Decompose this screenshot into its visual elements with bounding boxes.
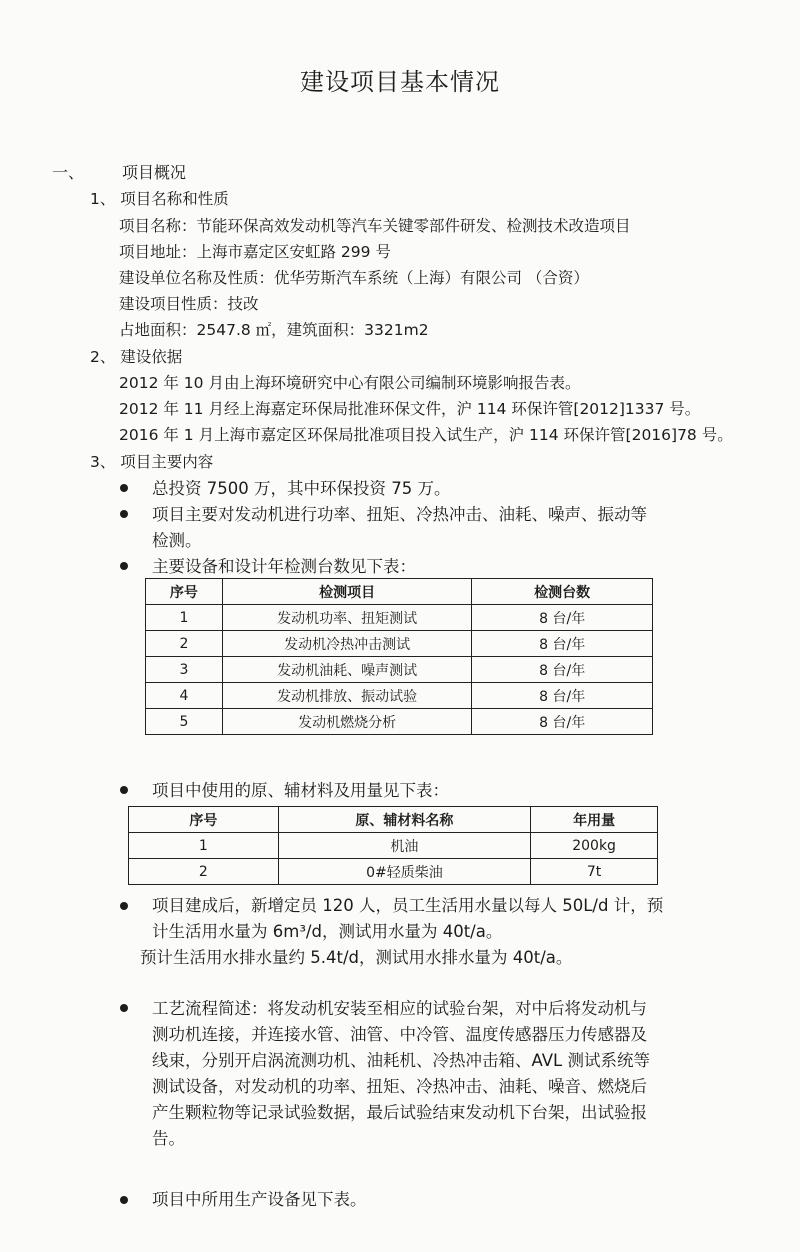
table-cell: 发动机油耗、噪声测试 (222, 657, 472, 683)
table-row (146, 605, 653, 631)
table-cell: 3 (146, 657, 223, 683)
subsection-3-heading: 3、 项目主要内容 (90, 453, 214, 471)
header-cell: 序号 (129, 807, 279, 833)
table-cell: 发动机燃烧分析 (222, 709, 472, 735)
table2-intro: 项目中使用的原、辅材料及用量见下表： (152, 781, 449, 800)
table-cell: 1 (129, 833, 279, 859)
table-cell: 机油 (278, 833, 530, 859)
table-cell: 200kg (531, 833, 658, 859)
header-cell: 检测台数 (472, 579, 653, 605)
table-cell: 1 (146, 605, 223, 631)
project-name: 项目名称：节能环保高效发动机等汽车关键零部件研发、检测技术改造项目 (119, 217, 631, 235)
materials-table (128, 806, 658, 885)
subsection-1-heading: 1、 项目名称和性质 (90, 190, 229, 208)
table-cell: 发动机功率、扭矩测试 (222, 605, 472, 631)
process-text-6: 告。 (152, 1129, 185, 1148)
table-row (129, 833, 658, 859)
table-row (146, 657, 653, 683)
header-cell: 检测项目 (222, 579, 472, 605)
bullet-icon (120, 1004, 128, 1012)
equipment-intro: 项目中所用生产设备见下表。 (152, 1190, 367, 1209)
detection-table (145, 578, 653, 735)
table-header-row (146, 579, 653, 605)
investment-text: 总投资 7500 万，其中环保投资 75 万。 (152, 479, 451, 498)
bullet-icon (120, 902, 128, 910)
table-cell: 4 (146, 683, 223, 709)
bullet-icon (120, 786, 128, 794)
basis-line-1: 2012 年 10 月由上海环境研究中心有限公司编制环境影响报告表。 (119, 374, 581, 392)
project-address: 项目地址：上海市嘉定区安虹路 299 号 (119, 243, 391, 261)
section-title: 项目概况 (122, 163, 187, 182)
bullet-icon (120, 484, 128, 492)
section-number: 一、 (52, 163, 85, 182)
table-cell: 0#轻质柴油 (278, 859, 530, 885)
table-cell: 8 台/年 (472, 709, 653, 735)
table-cell: 2 (129, 859, 279, 885)
table-cell: 5 (146, 709, 223, 735)
table1-intro: 主要设备和设计年检测台数见下表： (152, 557, 416, 576)
table-cell: 7t (531, 859, 658, 885)
page-title: 建设项目基本情况 (300, 68, 500, 96)
table-cell: 2 (146, 631, 223, 657)
basis-line-2: 2012 年 11 月经上海嘉定环保局批准环保文件，沪 114 环保许管[2012]1337 号。 (119, 400, 701, 418)
process-text-5: 产生颗粒物等记录试验数据，最后试验结束发动机下台架，出试验报 (152, 1103, 647, 1122)
table-row (146, 709, 653, 735)
subsection-2-heading: 2、 建设依据 (90, 348, 183, 366)
test-scope-text-1: 项目主要对发动机进行功率、扭矩、冷热冲击、油耗、噪声、振动等 (152, 505, 647, 524)
builder-unit: 建设单位名称及性质：优华劳斯汽车系统（上海）有限公司 （合资） (119, 269, 589, 287)
bullet-icon (120, 1196, 128, 1204)
table-row (129, 859, 658, 885)
area-info: 占地面积：2547.8 ㎡，建筑面积：3321m2 (119, 321, 429, 339)
table-cell: 8 台/年 (472, 631, 653, 657)
table-header-row (129, 807, 658, 833)
bullet-icon (120, 562, 128, 570)
table-row (146, 683, 653, 709)
header-cell: 原、辅材料名称 (278, 807, 530, 833)
bullet-icon (120, 510, 128, 518)
table-cell: 发动机排放、振动试验 (222, 683, 472, 709)
staffing-text-2: 计生活用水量为 6m³/d，测试用水量为 40t/a。 (152, 922, 503, 941)
header-cell: 序号 (146, 579, 223, 605)
table-cell: 8 台/年 (472, 657, 653, 683)
staffing-text-1: 项目建成后，新增定员 120 人，员工生活用水量以每人 50L/d 计，预 (152, 896, 664, 915)
process-text-3: 线束，分别开启涡流测功机、油耗机、冷热冲击箱、AVL 测试系统等 (152, 1051, 650, 1070)
process-text-4: 测试设备，对发动机的功率、扭矩、冷热冲击、油耗、噪音、燃烧后 (152, 1077, 647, 1096)
test-scope-text-2: 检测。 (152, 531, 202, 550)
table-cell: 8 台/年 (472, 683, 653, 709)
process-text-1: 工艺流程简述：将发动机安装至相应的试验台架，对中后将发动机与 (152, 999, 647, 1018)
process-text-2: 测功机连接，并连接水管、油管、中冷管、温度传感器压力传感器及 (152, 1025, 647, 1044)
header-cell: 年用量 (531, 807, 658, 833)
drainage-text: 预计生活用水排水量约 5.4t/d，测试用水排水量为 40t/a。 (140, 948, 573, 967)
basis-line-3: 2016 年 1 月上海市嘉定区环保局批准项目投入试生产，沪 114 环保许管[2016]78 号。 (119, 426, 733, 444)
table-cell: 8 台/年 (472, 605, 653, 631)
table-cell: 发动机冷热冲击测试 (222, 631, 472, 657)
project-nature: 建设项目性质：技改 (119, 295, 259, 313)
table-row (146, 631, 653, 657)
